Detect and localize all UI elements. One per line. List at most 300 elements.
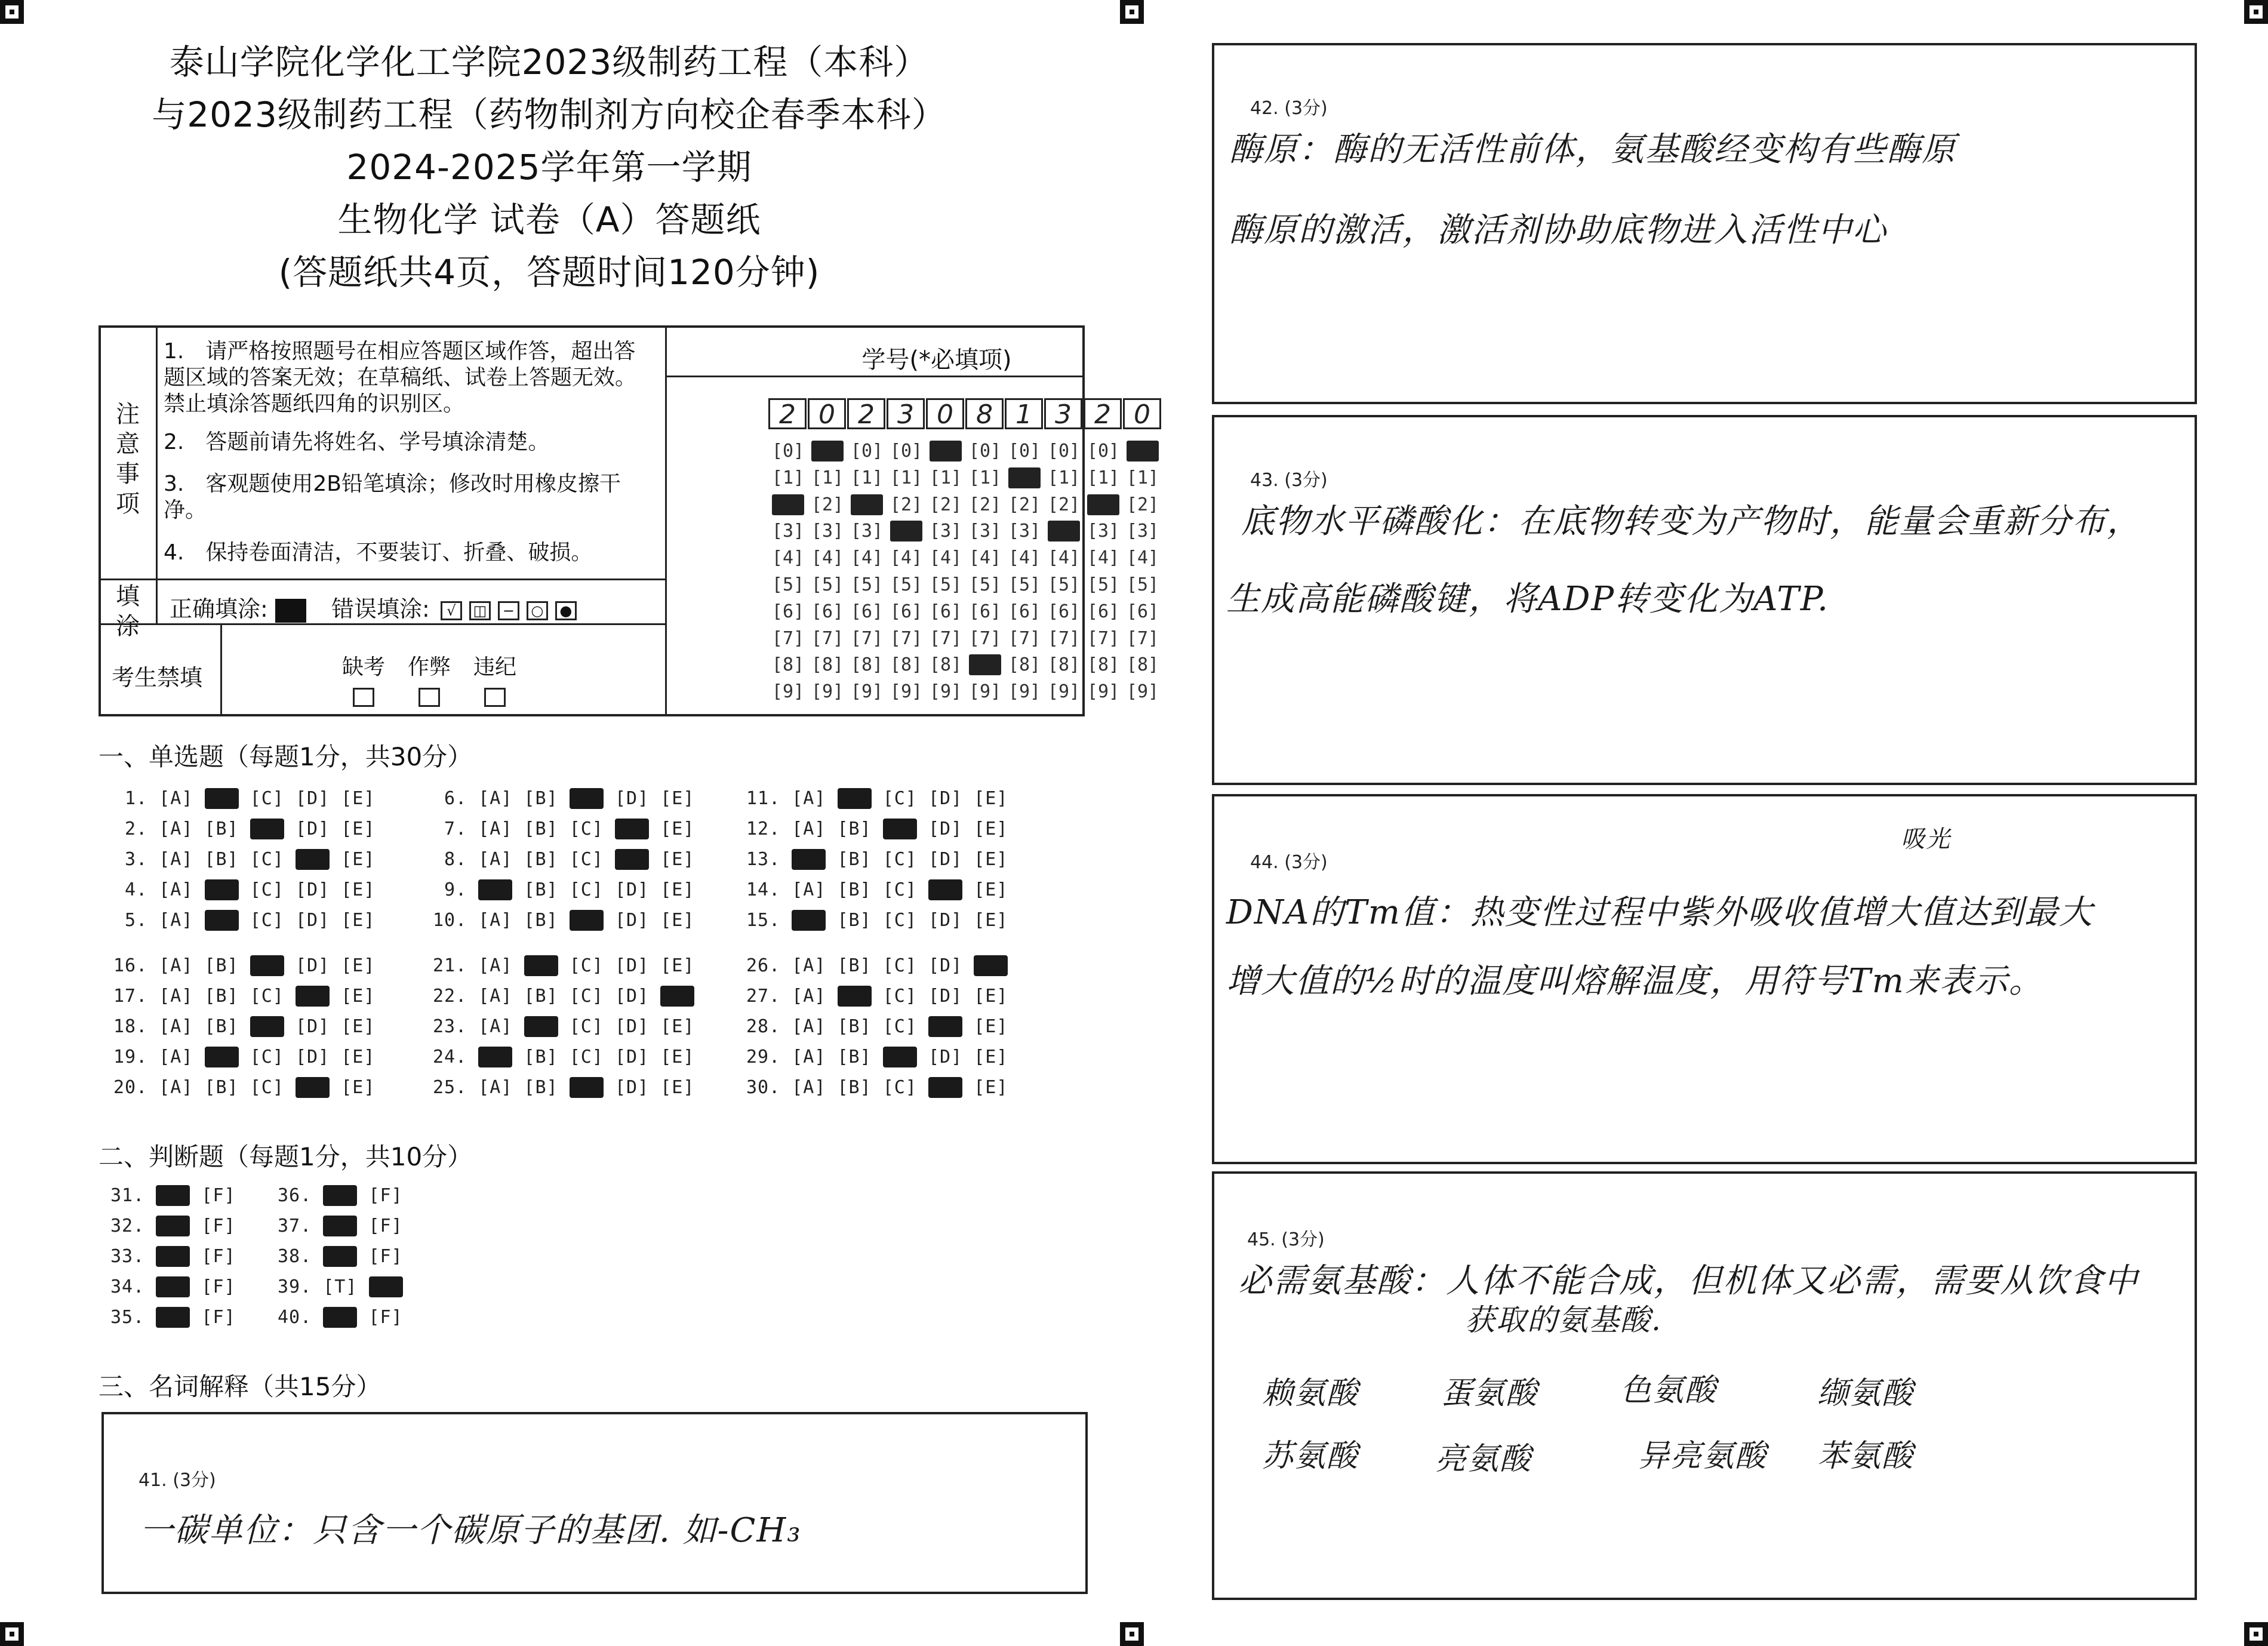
option-bubble[interactable]: [C]	[250, 1047, 284, 1067]
option-bubble[interactable]: [F]	[368, 1185, 403, 1206]
option-bubble[interactable]: [E]	[974, 1077, 1008, 1098]
student-id-bubble[interactable]: [9]	[1087, 681, 1120, 703]
option-bubble[interactable]: [E]	[974, 910, 1008, 931]
student-id-bubble[interactable]: [7]	[929, 627, 962, 649]
student-id-bubble[interactable]: [9]	[968, 681, 1002, 703]
option-bubble[interactable]: [F]	[201, 1246, 236, 1267]
student-id-bubble[interactable]: [7]	[771, 627, 805, 649]
option-bubble[interactable]: [E]	[974, 1016, 1008, 1037]
option-bubble[interactable]: [A]	[478, 986, 513, 1007]
option-bubble[interactable]	[478, 1047, 512, 1067]
student-id-bubble[interactable]: [1]	[1008, 467, 1041, 488]
student-id-bubble[interactable]: [6]	[1087, 601, 1120, 622]
student-id-bubble[interactable]: [6]	[811, 601, 844, 622]
option-bubble[interactable]: [A]	[159, 1077, 193, 1098]
option-bubble[interactable]: [C]	[882, 788, 917, 809]
option-bubble[interactable]: [C]	[882, 1077, 917, 1098]
option-bubble[interactable]	[838, 788, 872, 809]
option-bubble[interactable]: [D]	[928, 849, 963, 870]
option-bubble[interactable]: [E]	[341, 788, 376, 809]
option-bubble[interactable]: [F]	[201, 1185, 236, 1206]
option-bubble[interactable]: [B]	[204, 1016, 239, 1037]
option-bubble[interactable]: [B]	[204, 819, 239, 839]
option-bubble[interactable]: [C]	[250, 849, 284, 870]
student-id-bubble[interactable]: [4]	[771, 547, 805, 569]
student-id-bubble[interactable]: [5]	[890, 574, 923, 595]
option-bubble[interactable]	[323, 1216, 357, 1236]
option-bubble[interactable]: [D]	[615, 1047, 650, 1067]
student-id-bubble[interactable]: [4]	[850, 547, 884, 569]
option-bubble[interactable]: [C]	[882, 955, 917, 976]
student-id-bubble[interactable]: [6]	[1008, 601, 1041, 622]
option-bubble[interactable]: [D]	[928, 910, 963, 931]
option-bubble[interactable]	[792, 849, 826, 870]
option-bubble[interactable]: [C]	[569, 849, 604, 870]
option-bubble[interactable]: [E]	[974, 788, 1008, 809]
option-bubble[interactable]: [D]	[615, 910, 650, 931]
option-bubble[interactable]: [A]	[478, 819, 513, 839]
option-bubble[interactable]: [D]	[615, 1016, 650, 1037]
option-bubble[interactable]: [A]	[478, 1016, 513, 1037]
option-bubble[interactable]	[323, 1246, 357, 1267]
option-bubble[interactable]: [E]	[341, 1047, 376, 1067]
student-id-bubble[interactable]: [3]	[1126, 521, 1159, 542]
option-bubble[interactable]: [T]	[323, 1276, 358, 1297]
student-id-bubble[interactable]: [1]	[811, 467, 844, 488]
option-bubble[interactable]: [B]	[204, 1077, 239, 1098]
option-bubble[interactable]	[570, 1077, 604, 1098]
option-bubble[interactable]: [B]	[837, 819, 872, 839]
student-id-bubble[interactable]: [7]	[1087, 627, 1120, 649]
option-bubble[interactable]: [B]	[837, 1077, 872, 1098]
option-bubble[interactable]	[478, 879, 512, 900]
option-bubble[interactable]: [E]	[341, 955, 376, 976]
student-id-bubble[interactable]: [9]	[1126, 681, 1159, 703]
student-id-bubble[interactable]: [2]	[850, 494, 884, 515]
student-id-bubble[interactable]: [4]	[968, 547, 1002, 569]
option-bubble[interactable]: [A]	[478, 1077, 513, 1098]
single-choice-question	[113, 1016, 387, 1037]
option-bubble[interactable]	[205, 879, 239, 900]
option-bubble[interactable]: [D]	[928, 788, 963, 809]
option-bubble[interactable]	[928, 879, 962, 900]
option-bubble[interactable]: [B]	[524, 1047, 558, 1067]
student-id-bubble[interactable]: [9]	[1047, 681, 1081, 703]
student-id-bubble[interactable]: [2]	[811, 494, 844, 515]
option-bubble[interactable]	[156, 1276, 190, 1297]
q42-label: 42. (3分)	[1250, 98, 1328, 119]
option-bubble[interactable]: [F]	[201, 1307, 236, 1328]
option-bubble[interactable]: [E]	[974, 1047, 1008, 1067]
option-bubble[interactable]	[928, 1077, 962, 1098]
option-bubble[interactable]: [B]	[837, 879, 872, 900]
option-bubble[interactable]: [B]	[837, 1047, 872, 1067]
student-id-bubble[interactable]: [5]	[968, 574, 1002, 595]
option-bubble[interactable]: [A]	[792, 1016, 826, 1037]
wrong-fill-label: 错误填涂:	[331, 596, 430, 622]
option-bubble[interactable]	[205, 910, 239, 931]
option-bubble[interactable]: [C]	[250, 910, 284, 931]
option-bubble[interactable]: [A]	[478, 955, 513, 976]
student-id-bubble[interactable]: [0]	[771, 441, 805, 462]
student-id-bubble[interactable]: [1]	[968, 467, 1002, 488]
option-bubble[interactable]: [D]	[928, 1047, 963, 1067]
option-bubble[interactable]: [D]	[296, 819, 330, 839]
student-id-bubble[interactable]: [6]	[850, 601, 884, 622]
option-bubble[interactable]: [C]	[569, 1047, 604, 1067]
student-id-bubble[interactable]: [1]	[771, 467, 805, 488]
option-bubble[interactable]: [A]	[159, 910, 193, 931]
student-id-digit[interactable]: 3	[887, 398, 925, 429]
option-bubble[interactable]: [B]	[837, 1016, 872, 1037]
option-bubble[interactable]: [C]	[250, 879, 284, 900]
answer-box-41[interactable]	[101, 1412, 1088, 1594]
option-bubble[interactable]: [D]	[615, 955, 650, 976]
option-bubble[interactable]	[883, 819, 917, 839]
option-bubble[interactable]	[250, 1016, 284, 1037]
student-id-bubble[interactable]: [8]	[1087, 654, 1120, 676]
student-id-bubble[interactable]: [3]	[811, 521, 844, 542]
student-id-bubble[interactable]: [0]	[1008, 441, 1041, 462]
student-id-bubble[interactable]: [0]	[1047, 441, 1081, 462]
option-bubble[interactable]: [B]	[837, 849, 872, 870]
student-id-bubble[interactable]: [6]	[929, 601, 962, 622]
option-bubble[interactable]: [E]	[660, 1077, 695, 1098]
option-bubble[interactable]: [A]	[159, 1016, 193, 1037]
student-id-bubble[interactable]: [2]	[968, 494, 1002, 515]
option-bubble[interactable]: [F]	[201, 1216, 236, 1236]
option-bubble[interactable]: [C]	[882, 879, 917, 900]
correct-fill-label: 正确填涂:	[170, 596, 268, 622]
option-bubble[interactable]	[615, 849, 649, 870]
option-bubble[interactable]: [B]	[524, 1077, 558, 1098]
option-bubble[interactable]	[205, 1047, 239, 1067]
student-id-bubble[interactable]: [4]	[1126, 547, 1159, 569]
option-bubble[interactable]	[974, 955, 1008, 976]
option-bubble[interactable]: [B]	[524, 910, 558, 931]
option-bubble[interactable]: [A]	[792, 879, 826, 900]
option-bubble[interactable]: [C]	[882, 1016, 917, 1037]
q45-amino-5: 苏氨酸	[1262, 1438, 1359, 1474]
student-id-digit[interactable]: 0	[926, 398, 964, 429]
option-bubble[interactable]	[570, 910, 604, 931]
option-bubble[interactable]: [F]	[201, 1276, 236, 1297]
student-id-bubble[interactable]: [9]	[929, 681, 962, 703]
student-id-bubble[interactable]: [7]	[968, 627, 1002, 649]
ban-absent-box[interactable]	[353, 688, 374, 707]
question-number: 38.	[278, 1246, 324, 1267]
option-bubble[interactable]: [D]	[615, 788, 650, 809]
wrong-mark-circle: ○	[527, 601, 548, 620]
option-bubble[interactable]: [C]	[882, 910, 917, 931]
option-bubble[interactable]: [C]	[569, 819, 604, 839]
option-bubble[interactable]: [B]	[837, 955, 872, 976]
student-id-bubble[interactable]: [2]	[890, 494, 923, 515]
student-id-bubble[interactable]: [2]	[929, 494, 962, 515]
student-id-bubble[interactable]: [0]	[1087, 441, 1120, 462]
option-bubble[interactable]: [C]	[882, 849, 917, 870]
option-bubble[interactable]: [E]	[341, 986, 376, 1007]
q41-answer: 一碳单位：只含一个碳原子的基团. 如-CH₃	[140, 1511, 802, 1550]
option-bubble[interactable]	[296, 986, 330, 1007]
student-id-digit[interactable]: 2	[847, 398, 885, 429]
option-bubble[interactable]: [A]	[159, 819, 193, 839]
option-bubble[interactable]: [E]	[974, 986, 1008, 1007]
student-id-digit[interactable]: 0	[808, 398, 846, 429]
student-id-bubble[interactable]: [9]	[811, 681, 844, 703]
option-bubble[interactable]: [B]	[524, 849, 558, 870]
option-bubble[interactable]: [E]	[660, 849, 695, 870]
option-bubble[interactable]: [E]	[341, 1016, 376, 1037]
option-bubble[interactable]	[250, 955, 284, 976]
student-id-bubble[interactable]: [8]	[1047, 654, 1081, 676]
option-bubble[interactable]: [A]	[159, 986, 193, 1007]
option-bubble[interactable]	[156, 1246, 190, 1267]
student-id-bubble[interactable]: [0]	[850, 441, 884, 462]
option-bubble[interactable]: [F]	[368, 1307, 403, 1328]
student-id-bubble[interactable]: [4]	[1047, 547, 1081, 569]
student-id-bubble[interactable]: [6]	[890, 601, 923, 622]
student-id-bubble[interactable]: [3]	[968, 521, 1002, 542]
option-bubble[interactable]: [A]	[478, 788, 513, 809]
student-id-digit[interactable]: 0	[1123, 398, 1161, 429]
option-bubble[interactable]: [A]	[159, 879, 193, 900]
student-id-bubble[interactable]: [0]	[929, 441, 962, 462]
option-bubble[interactable]: [A]	[792, 955, 826, 976]
option-bubble[interactable]	[570, 788, 604, 809]
option-bubble[interactable]: [E]	[660, 1016, 695, 1037]
option-bubble[interactable]: [A]	[159, 788, 193, 809]
student-id-bubble[interactable]: [3]	[771, 521, 805, 542]
option-bubble[interactable]: [B]	[524, 819, 558, 839]
question-number: 22.	[433, 986, 479, 1007]
student-id-bubble[interactable]: [8]	[811, 654, 844, 676]
student-id-bubble[interactable]: [8]	[890, 654, 923, 676]
option-bubble[interactable]: [C]	[882, 986, 917, 1007]
option-bubble[interactable]: [D]	[928, 819, 963, 839]
student-id-bubble[interactable]: [3]	[1087, 521, 1120, 542]
option-bubble[interactable]: [D]	[615, 986, 650, 1007]
option-bubble[interactable]	[615, 819, 649, 839]
option-bubble[interactable]: [E]	[341, 910, 376, 931]
student-id-bubble[interactable]: [5]	[1087, 574, 1120, 595]
student-id-bubble[interactable]: [1]	[929, 467, 962, 488]
option-bubble[interactable]: [A]	[792, 819, 826, 839]
ban-absent: 缺考	[322, 650, 405, 707]
option-bubble[interactable]: [D]	[296, 910, 330, 931]
student-id-bubble[interactable]: [8]	[968, 654, 1002, 676]
option-bubble[interactable]: [C]	[250, 1077, 284, 1098]
option-bubble[interactable]: [A]	[792, 1047, 826, 1067]
ban-cheat-box[interactable]	[418, 688, 440, 707]
student-id-digit[interactable]: 2	[768, 398, 807, 429]
option-bubble[interactable]: [E]	[974, 819, 1008, 839]
option-bubble[interactable]: [E]	[660, 1047, 695, 1067]
student-id-bubble[interactable]: [7]	[1008, 627, 1041, 649]
student-id-digit[interactable]: 1	[1005, 398, 1043, 429]
option-bubble[interactable]: [C]	[250, 986, 284, 1007]
option-bubble[interactable]: [C]	[250, 788, 284, 809]
option-bubble[interactable]: [D]	[615, 879, 650, 900]
option-bubble[interactable]: [E]	[660, 955, 695, 976]
student-id-bubble[interactable]: [7]	[850, 627, 884, 649]
option-bubble[interactable]: [B]	[524, 788, 558, 809]
student-id-bubble[interactable]: [1]	[1047, 467, 1081, 488]
student-id-bubble[interactable]: [2]	[771, 494, 805, 515]
option-bubble[interactable]	[323, 1307, 357, 1328]
option-bubble[interactable]	[323, 1185, 357, 1206]
option-bubble[interactable]: [D]	[296, 1016, 330, 1037]
student-id-bubble[interactable]: [6]	[1126, 601, 1159, 622]
answer-box-42[interactable]	[1212, 43, 2197, 404]
student-id-bubble[interactable]: [5]	[811, 574, 844, 595]
student-id-bubble[interactable]: [1]	[1126, 467, 1159, 488]
option-bubble[interactable]: [E]	[660, 819, 695, 839]
student-id-bubble[interactable]: [5]	[1126, 574, 1159, 595]
option-bubble[interactable]: [B]	[204, 955, 239, 976]
student-id-bubble[interactable]: [2]	[1087, 494, 1120, 515]
option-bubble[interactable]	[156, 1307, 190, 1328]
ban-violate-box[interactable]	[484, 688, 506, 707]
option-bubble[interactable]: [B]	[837, 910, 872, 931]
option-bubble[interactable]	[792, 910, 826, 931]
student-id-bubble[interactable]: [7]	[1047, 627, 1081, 649]
student-id-bubble[interactable]: [0]	[1126, 441, 1159, 462]
student-id-bubble[interactable]: [8]	[929, 654, 962, 676]
option-bubble[interactable]: [C]	[569, 955, 604, 976]
answer-box-44[interactable]	[1212, 794, 2197, 1164]
option-bubble[interactable]	[838, 986, 872, 1007]
option-bubble[interactable]: [C]	[569, 1016, 604, 1037]
option-bubble[interactable]	[524, 955, 558, 976]
option-bubble[interactable]: [A]	[792, 788, 826, 809]
student-id-bubble[interactable]: [8]	[850, 654, 884, 676]
student-id-bubble[interactable]: [5]	[1008, 574, 1041, 595]
answer-box-45[interactable]	[1212, 1171, 2197, 1600]
option-bubble[interactable]: [A]	[159, 955, 193, 976]
option-bubble[interactable]	[250, 819, 284, 839]
student-id-digit[interactable]: 2	[1084, 398, 1122, 429]
student-id-bubble[interactable]: [6]	[771, 601, 805, 622]
student-id-bubble[interactable]: [4]	[811, 547, 844, 569]
option-bubble[interactable]: [A]	[478, 910, 513, 931]
option-bubble[interactable]	[296, 849, 330, 870]
student-id-bubble[interactable]: [3]	[1047, 521, 1081, 542]
option-bubble[interactable]: [C]	[569, 986, 604, 1007]
option-bubble[interactable]: [A]	[159, 849, 193, 870]
student-id-bubble[interactable]: [3]	[929, 521, 962, 542]
student-id-bubble[interactable]: [8]	[1008, 654, 1041, 676]
option-bubble[interactable]: [D]	[296, 955, 330, 976]
option-bubble[interactable]: [B]	[204, 986, 239, 1007]
option-bubble[interactable]: [E]	[660, 788, 695, 809]
student-id-bubble[interactable]: [5]	[929, 574, 962, 595]
option-bubble[interactable]: [A]	[159, 1047, 193, 1067]
student-id-bubble[interactable]: [4]	[1087, 547, 1120, 569]
option-bubble[interactable]: [B]	[524, 986, 558, 1007]
option-bubble[interactable]: [A]	[792, 986, 826, 1007]
student-id-bubble[interactable]: [9]	[850, 681, 884, 703]
student-id-digit[interactable]: 3	[1044, 398, 1082, 429]
option-bubble[interactable]	[524, 1016, 558, 1037]
option-bubble[interactable]: [B]	[204, 849, 239, 870]
student-id-bubble[interactable]: [7]	[890, 627, 923, 649]
option-bubble[interactable]: [F]	[368, 1216, 403, 1236]
option-bubble[interactable]	[369, 1276, 403, 1297]
student-id-bubble[interactable]: [4]	[1008, 547, 1041, 569]
option-bubble[interactable]	[205, 788, 239, 809]
student-id-bubble[interactable]: [2]	[1126, 494, 1159, 515]
student-id-bubble[interactable]: [4]	[890, 547, 923, 569]
option-bubble[interactable]: [D]	[615, 1077, 650, 1098]
student-id-bubble[interactable]: [9]	[771, 681, 805, 703]
option-bubble[interactable]: [A]	[792, 1077, 826, 1098]
option-bubble[interactable]: [D]	[928, 955, 963, 976]
option-bubble[interactable]: [D]	[928, 986, 963, 1007]
student-id-bubble[interactable]: [1]	[850, 467, 884, 488]
student-id-bubble[interactable]: [3]	[1008, 521, 1041, 542]
option-bubble[interactable]	[883, 1047, 917, 1067]
student-id-bubble[interactable]: [8]	[1126, 654, 1159, 676]
student-id-bubble[interactable]: [5]	[850, 574, 884, 595]
option-bubble[interactable]	[156, 1185, 190, 1206]
student-id-bubble[interactable]: [5]	[1047, 574, 1081, 595]
student-id-bubble[interactable]: [3]	[890, 521, 923, 542]
student-id-bubble[interactable]: [2]	[1047, 494, 1081, 515]
student-id-bubble[interactable]: [9]	[890, 681, 923, 703]
option-bubble[interactable]	[660, 986, 694, 1007]
student-id-bubble[interactable]: [0]	[811, 441, 844, 462]
option-bubble[interactable]: [F]	[368, 1246, 403, 1267]
option-bubble[interactable]	[296, 1077, 330, 1098]
option-bubble[interactable]: [E]	[660, 910, 695, 931]
student-id-bubble[interactable]: [4]	[929, 547, 962, 569]
q44-label: 44. (3分)	[1250, 852, 1328, 873]
student-id-bubble[interactable]: [3]	[850, 521, 884, 542]
option-bubble[interactable]: [D]	[296, 788, 330, 809]
student-id-bubble[interactable]: [2]	[1008, 494, 1041, 515]
option-bubble[interactable]: [E]	[660, 879, 695, 900]
student-id-bubble[interactable]: [9]	[1008, 681, 1041, 703]
student-id-digit[interactable]: 8	[965, 398, 1004, 429]
option-bubble[interactable]: [E]	[341, 1077, 376, 1098]
student-id-bubble[interactable]: [7]	[1126, 627, 1159, 649]
option-bubble[interactable]: [D]	[296, 1047, 330, 1067]
student-id-bubble[interactable]: [6]	[968, 601, 1002, 622]
student-id-bubble[interactable]: [5]	[771, 574, 805, 595]
option-bubble[interactable]: [A]	[478, 849, 513, 870]
option-bubble[interactable]	[156, 1216, 190, 1236]
option-bubble[interactable]: [E]	[974, 849, 1008, 870]
option-bubble[interactable]: [E]	[341, 819, 376, 839]
option-bubble[interactable]: [B]	[524, 879, 558, 900]
student-id-bubble[interactable]: [0]	[890, 441, 923, 462]
header-line-2: 与2023级制药工程（药物制剂方向校企春季本科）	[152, 94, 947, 135]
option-bubble[interactable]: [E]	[974, 879, 1008, 900]
student-id-bubble[interactable]: [7]	[811, 627, 844, 649]
student-id-bubble[interactable]: [1]	[890, 467, 923, 488]
option-bubble[interactable]	[928, 1016, 962, 1037]
option-bubble[interactable]: [D]	[296, 879, 330, 900]
student-id-bubble[interactable]: [0]	[968, 441, 1002, 462]
student-id-bubble[interactable]: [8]	[771, 654, 805, 676]
answer-box-43[interactable]	[1212, 415, 2197, 785]
student-id-bubble[interactable]: [1]	[1087, 467, 1120, 488]
option-bubble[interactable]: [C]	[569, 879, 604, 900]
student-id-bubble[interactable]: [6]	[1047, 601, 1081, 622]
option-bubble[interactable]: [E]	[341, 849, 376, 870]
option-bubble[interactable]: [E]	[341, 879, 376, 900]
